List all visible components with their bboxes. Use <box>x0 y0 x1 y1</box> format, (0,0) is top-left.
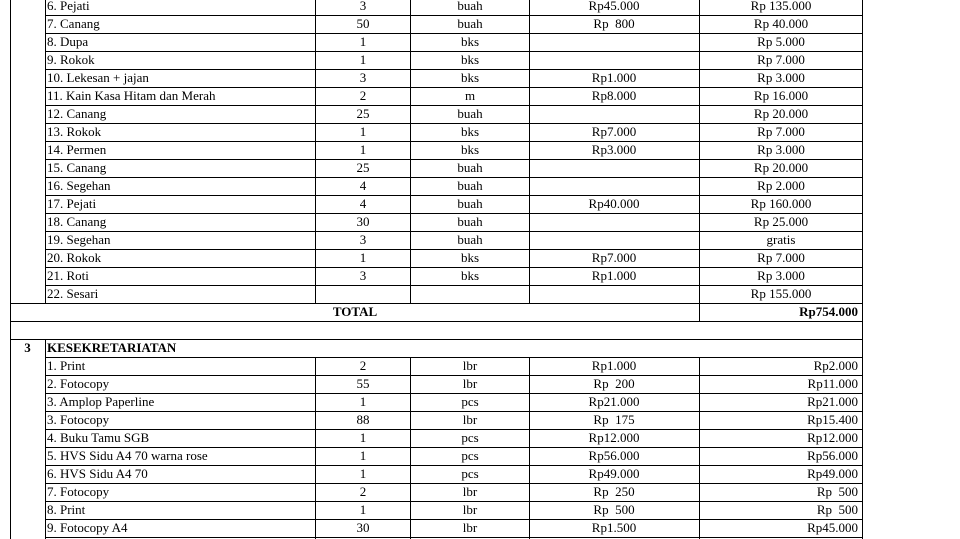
item-price <box>530 231 698 249</box>
item-unit: bks <box>460 142 480 157</box>
item-price: Rp1.500 <box>591 520 637 535</box>
item-unit: bks <box>460 52 480 67</box>
item-name: 13. Rokok <box>47 124 102 139</box>
item-unit: bks <box>460 70 480 85</box>
item-qty: 30 <box>356 214 370 229</box>
item-qty: 1 <box>359 142 367 157</box>
item-name: 18. Canang <box>47 214 107 229</box>
section-title: KESEKRETARIATAN <box>47 340 177 355</box>
item-price: Rp56.000 <box>588 448 640 463</box>
column-border <box>315 357 316 539</box>
column-border <box>315 0 316 303</box>
item-price: Rp1.000 <box>591 70 637 85</box>
item-name: 14. Permen <box>47 142 107 157</box>
item-total: Rp 3.000 <box>757 142 805 157</box>
item-total: Rp 155.000 <box>750 286 812 301</box>
column-border <box>699 357 700 539</box>
column-border <box>45 339 46 357</box>
item-price: Rp 250 <box>593 484 635 499</box>
item-qty: 30 <box>356 520 370 535</box>
item-qty: 1 <box>359 52 367 67</box>
item-unit: lbr <box>462 412 478 427</box>
item-qty: 1 <box>359 124 367 139</box>
item-price: Rp45.000 <box>588 0 640 13</box>
item-name: 5. HVS Sidu A4 70 warna rose <box>47 448 208 463</box>
item-unit: lbr <box>462 520 478 535</box>
item-total: gratis <box>766 232 796 247</box>
item-name: 6. Pejati <box>47 0 90 13</box>
section-number: 3 <box>24 340 31 355</box>
column-border <box>699 303 700 321</box>
item-unit: buah <box>457 106 483 121</box>
item-unit: bks <box>460 124 480 139</box>
item-qty: 1 <box>359 466 367 481</box>
item-name: 20. Rokok <box>47 250 102 265</box>
item-name: 8. Dupa <box>47 34 89 49</box>
item-price <box>530 285 698 303</box>
total-value: Rp754.000 <box>799 304 858 319</box>
item-name: 22. Sesari <box>47 286 99 301</box>
item-total: Rp12.000 <box>807 430 858 445</box>
item-unit: buah <box>457 0 483 13</box>
item-qty: 1 <box>359 250 367 265</box>
item-unit: lbr <box>462 484 478 499</box>
item-qty: 3 <box>359 268 367 283</box>
item-price: Rp 800 <box>593 16 635 31</box>
item-qty: 1 <box>359 394 367 409</box>
item-price <box>530 177 698 195</box>
column-border <box>410 0 411 303</box>
item-total: Rp21.000 <box>807 394 858 409</box>
item-qty: 2 <box>359 88 367 103</box>
item-name: 7. Canang <box>47 16 100 31</box>
outer-border-left <box>10 303 11 321</box>
column-border <box>410 357 411 539</box>
item-name: 17. Pejati <box>47 196 97 211</box>
item-unit: buah <box>457 214 483 229</box>
item-name: 3. Fotocopy <box>47 412 110 427</box>
outer-border-left <box>10 357 11 539</box>
row-border <box>45 537 863 538</box>
item-name: 16. Segehan <box>47 178 111 193</box>
column-border <box>862 0 863 303</box>
item-name: 9. Rokok <box>47 52 95 67</box>
item-unit: buah <box>457 178 483 193</box>
item-price: Rp 200 <box>593 376 635 391</box>
item-total: Rp11.000 <box>807 376 858 391</box>
item-total: Rp 20.000 <box>753 106 809 121</box>
item-price <box>530 105 698 123</box>
item-price: Rp1.000 <box>591 358 637 373</box>
item-unit: pcs <box>461 394 479 409</box>
item-qty: 2 <box>359 358 367 373</box>
item-qty: 1 <box>359 430 367 445</box>
item-total: Rp 3.000 <box>757 268 805 283</box>
item-unit: bks <box>460 34 480 49</box>
item-name: 21. Roti <box>47 268 89 283</box>
item-qty: 2 <box>359 484 367 499</box>
item-name: 10. Lekesan + jajan <box>47 70 149 85</box>
item-name: 4. Buku Tamu SGB <box>47 430 150 445</box>
item-price <box>530 51 698 69</box>
item-total: Rp56.000 <box>807 448 858 463</box>
item-total: Rp 25.000 <box>753 214 809 229</box>
item-unit: pcs <box>461 430 479 445</box>
item-qty: 4 <box>359 196 367 211</box>
item-price: Rp12.000 <box>588 430 640 445</box>
item-total: Rp 500 <box>816 502 858 517</box>
total-label: TOTAL <box>332 304 378 319</box>
item-total: Rp45.000 <box>807 520 858 535</box>
item-qty: 88 <box>356 412 370 427</box>
item-qty: 1 <box>359 448 367 463</box>
item-price: Rp 175 <box>593 412 635 427</box>
column-border <box>45 357 46 539</box>
item-price: Rp49.000 <box>588 466 640 481</box>
column-border <box>699 0 700 303</box>
item-unit: m <box>464 88 476 103</box>
outer-border-left <box>10 0 11 303</box>
item-qty: 1 <box>359 34 367 49</box>
item-qty: 55 <box>356 376 370 391</box>
item-name: 11. Kain Kasa Hitam dan Merah <box>47 88 216 103</box>
outer-border-left <box>10 339 11 357</box>
item-name: 15. Canang <box>47 160 107 175</box>
column-border <box>45 0 46 303</box>
item-unit: pcs <box>461 466 479 481</box>
item-unit: lbr <box>462 358 478 373</box>
item-unit: lbr <box>462 502 478 517</box>
item-name: 2. Fotocopy <box>47 376 110 391</box>
item-unit <box>411 285 529 303</box>
item-unit: buah <box>457 232 483 247</box>
item-total: Rp 7.000 <box>757 124 805 139</box>
column-border <box>529 0 530 303</box>
item-name: 1. Print <box>47 358 86 373</box>
item-name: 12. Canang <box>47 106 107 121</box>
item-price <box>530 159 698 177</box>
item-price: Rp21.000 <box>588 394 640 409</box>
item-price: Rp1.000 <box>591 268 637 283</box>
item-unit: buah <box>457 196 483 211</box>
item-price <box>530 33 698 51</box>
item-name: 7. Fotocopy <box>47 484 110 499</box>
item-unit: buah <box>457 16 483 31</box>
item-total: Rp2.000 <box>813 358 858 373</box>
item-total: Rp 7.000 <box>757 52 805 67</box>
outer-border-right <box>862 339 863 357</box>
item-price: Rp 500 <box>593 502 635 517</box>
item-name: 3. Amplop Paperline <box>47 394 155 409</box>
item-price: Rp40.000 <box>588 196 640 211</box>
item-total: Rp 16.000 <box>753 88 809 103</box>
item-name: 8. Print <box>47 502 86 517</box>
item-qty: 3 <box>359 70 367 85</box>
column-border <box>862 357 863 539</box>
item-name: 9. Fotocopy A4 <box>47 520 128 535</box>
item-total: Rp 40.000 <box>753 16 809 31</box>
item-price <box>530 213 698 231</box>
item-unit: buah <box>457 160 483 175</box>
item-total: Rp15.400 <box>807 412 858 427</box>
item-qty: 25 <box>356 106 370 121</box>
item-qty: 25 <box>356 160 370 175</box>
item-unit: lbr <box>462 376 478 391</box>
item-total: Rp49.000 <box>807 466 858 481</box>
item-price: Rp7.000 <box>591 124 637 139</box>
item-total: Rp 2.000 <box>757 178 805 193</box>
item-price: Rp8.000 <box>591 88 637 103</box>
item-total: Rp 7.000 <box>757 250 805 265</box>
item-unit: pcs <box>461 448 479 463</box>
item-qty: 3 <box>359 232 367 247</box>
item-name: 6. HVS Sidu A4 70 <box>47 466 148 481</box>
item-total: Rp 3.000 <box>757 70 805 85</box>
item-unit: bks <box>460 250 480 265</box>
item-qty: 50 <box>356 16 370 31</box>
item-total: Rp 500 <box>816 484 858 499</box>
item-qty: 4 <box>359 178 367 193</box>
item-total: Rp 160.000 <box>750 196 812 211</box>
item-qty: 1 <box>359 502 367 517</box>
item-unit: bks <box>460 268 480 283</box>
outer-border-left <box>10 321 11 339</box>
column-border <box>529 357 530 539</box>
outer-border-right <box>862 321 863 339</box>
item-price: Rp7.000 <box>591 250 637 265</box>
item-qty: 3 <box>359 0 367 13</box>
item-name: 19. Segehan <box>47 232 111 247</box>
total-row-bottom <box>10 321 863 322</box>
item-price: Rp3.000 <box>591 142 637 157</box>
outer-border-right <box>862 303 863 321</box>
item-total: Rp 5.000 <box>757 34 805 49</box>
item-total: Rp 135.000 <box>750 0 812 13</box>
item-qty <box>316 285 410 303</box>
item-total: Rp 20.000 <box>753 160 809 175</box>
